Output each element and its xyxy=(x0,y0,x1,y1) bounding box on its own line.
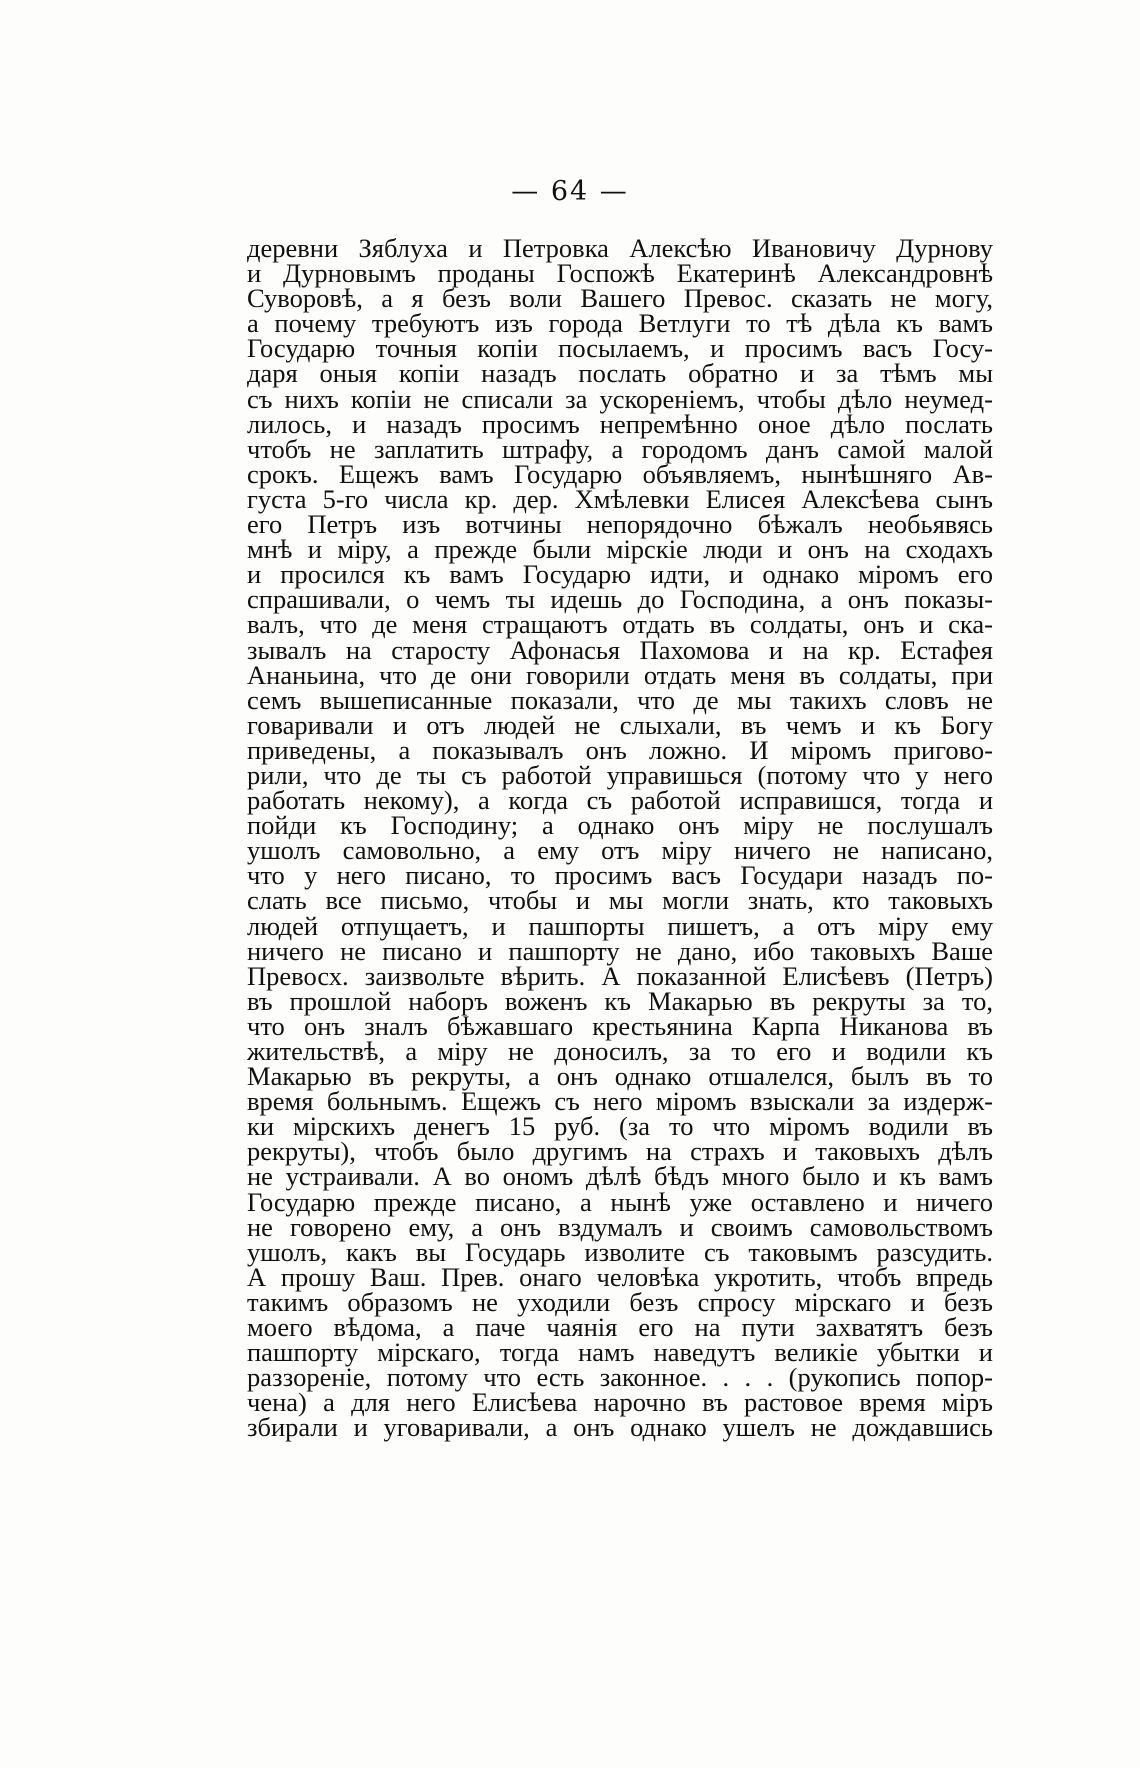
text-line: рили, что де ты съ работой управишься (потому что у него xyxy=(247,759,993,790)
text-line: съ нихъ копiи не списали за ускоренiемъ, чтобы дѣло неумед- xyxy=(247,383,993,414)
text-line: густа 5-го числа кр. дер. Хмѣлевки Елисея Алексѣева сынъ xyxy=(247,483,993,514)
text-line: Государю точныя копiи посылаемъ, и просимъ васъ Госу- xyxy=(247,333,993,364)
text-line: спрашивали, о чемъ ты идешь до Господина, а онъ показы- xyxy=(247,584,993,615)
text-line: чена) а для него Елисѣева нарочно въ растовое время мiръ xyxy=(247,1387,993,1418)
text-line: мнѣ и мiру, а прежде были мiрскiе люди и онъ на сходахъ xyxy=(247,534,993,565)
text-line: раззоренiе, потому что есть законное. . . . (рукопись попор- xyxy=(247,1362,993,1393)
text-line: Государю прежде писано, а нынѣ уже оставлено и ничего xyxy=(247,1186,993,1217)
text-line: Превосх. заизвольте вѣрить. А показанной Елисѣевъ (Петръ) xyxy=(247,960,993,991)
text-line: ушолъ самовольно, а ему отъ мiру ничего не написано, xyxy=(247,835,993,866)
text-line: слать все письмо, чтобы и мы могли знать, кто таковыхъ xyxy=(247,885,993,916)
body-text xyxy=(247,233,993,1443)
text-line: моего вѣдома, а паче чаянiя его на пути захватятъ безъ xyxy=(247,1312,993,1343)
text-line: ушолъ, какъ вы Государь изволите съ таковымъ разсудить. xyxy=(247,1236,993,1267)
text-line: Суворовѣ, а я безъ воли Вашего Превос. сказать не могу, xyxy=(247,283,993,314)
text-line: збирали и уговаривали, а онъ однако ушелъ не дождавшись xyxy=(247,1412,993,1443)
text-line: деревни Зяблуха и Петровка Алексѣю Ивановичу Дурнову xyxy=(247,233,993,263)
text-line: его Петръ изъ вотчины непорядочно бѣжалъ необьявясь xyxy=(247,509,993,540)
text-line: что онъ зналъ бѣжавшаго крестьянина Карпа Никанова въ xyxy=(247,1010,993,1041)
text-line: въ прошлой наборъ воженъ къ Макарью въ рекруты за то, xyxy=(247,985,993,1016)
text-line: Макарью въ рекруты, а онъ однако отшалелся, былъ въ то xyxy=(247,1061,993,1092)
text-line: ничего не писано и пашпорту не дано, ибо таковыхъ Ваше xyxy=(247,935,993,966)
page-number: — 64 — xyxy=(511,176,629,207)
text-line: даря оныя копiи назадъ послать обратно и за тѣмъ мы xyxy=(247,358,993,389)
text-line: А прошу Ваш. Прев. онаго человѣка укротить, чтобъ впредь xyxy=(247,1261,993,1292)
text-line: жительствѣ, а мiру не доносилъ, за то его и водили къ xyxy=(247,1036,993,1066)
text-line: приведены, а показывалъ онъ ложно. И мiромъ пригово- xyxy=(247,734,993,765)
text-line: говаривали и отъ людей не слыхали, въ чемъ и къ Богу xyxy=(247,709,993,740)
text-line: людей отпущаетъ, и пашпорты пишетъ, а отъ мiру ему xyxy=(247,910,993,941)
text-line: Ананьина, что де они говорили отдать меня въ солдаты, при xyxy=(247,659,993,690)
text-line: чтобъ не заплатить штрафу, а городомъ данъ самой малой xyxy=(247,433,993,464)
text-line: не устраивали. А во ономъ дѣлѣ бѣдъ много было и къ вамъ xyxy=(247,1161,993,1192)
text-line: ки мiрскихъ денегъ 15 руб. (за то что мiромъ водили въ xyxy=(247,1111,993,1142)
text-line: пашпорту мiрскаго, тогда намъ наведутъ великiе убытки и xyxy=(247,1337,993,1368)
text-line: а почему требуютъ изъ города Ветлуги то тѣ дѣла къ вамъ xyxy=(247,308,993,339)
text-line: и просился къ вамъ Государю идти, и однако мiромъ его xyxy=(247,559,993,590)
text-line: не говорено ему, а онъ вздумалъ и своимъ самовольствомъ xyxy=(247,1211,993,1242)
text-line: семъ вышеписанные показали, что де мы такихъ словъ не xyxy=(247,684,993,715)
text-line: и Дурновымъ проданы Госпожѣ Екатеринѣ Александровнѣ xyxy=(247,258,993,289)
text-line: срокъ. Ещежъ вамъ Государю объявляемъ, нынѣшняго Ав- xyxy=(247,458,993,489)
text-line: лилось, и назадъ просимъ непремѣнно оное дѣло послать xyxy=(247,408,993,439)
text-line: время больнымъ. Ещежъ съ него мiромъ взыскали за издерж- xyxy=(247,1086,993,1117)
text-line: работать некому), а когда съ работой исправишся, тогда и xyxy=(247,785,993,816)
text-line: валъ, что де меня стращаютъ отдать въ солдаты, онъ и ска- xyxy=(247,609,993,640)
text-line: зывалъ на старосту Афонасья Пахомова и на кр. Естафея xyxy=(247,634,993,665)
text-line: такимъ образомъ не уходили безъ спросу мiрскаго и безъ xyxy=(247,1286,993,1317)
text-line: рекруты), чтобъ было другимъ на страхъ и таковыхъ дѣлъ xyxy=(247,1136,993,1167)
text-line: пойди къ Господину; а однако онъ мiру не послушалъ xyxy=(247,810,993,841)
text-line: что у него писано, то просимъ васъ Государи назадъ по- xyxy=(247,860,993,891)
